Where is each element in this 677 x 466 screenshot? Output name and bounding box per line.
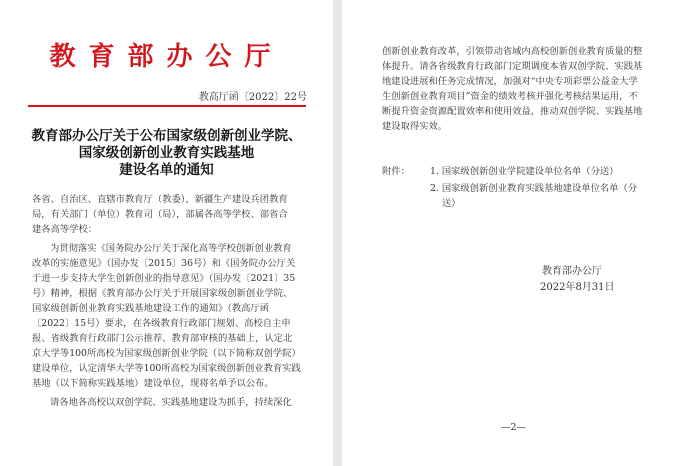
body-line: 于进一步支持大学生创新创业的指导意见》（国办发〔2021〕35 [32, 273, 296, 284]
signature-organization: 教育部办公厅 [542, 266, 602, 277]
issuer-header: 教育部办公厅 [49, 42, 284, 72]
body-line: 为贯彻落实《国务院办公厅关于深化高等学校创新创业教育 [50, 243, 292, 254]
signature-date: 2022年8月31日 [540, 282, 615, 293]
body-line: 建各高等学校： [32, 224, 98, 235]
document-title-line-2: 国家级创新创业教育实践基地 [78, 145, 255, 161]
body-line: 〔2022〕15号）要求，在各级教育行政部门规划、高校自主申 [32, 318, 291, 329]
body-line: 报、省级教育行政部门公示推荐、教育部审核的基础上，认定北 [32, 333, 293, 344]
body-line: 体提升。请各省级教育行政部门定期调度本省双创学院、实践基 [382, 61, 643, 72]
document-title-line-1: 教育部办公厅关于公布国家级创新创业学院、 [31, 128, 302, 144]
body-line: 京大学等100所高校为国家级创新创业学院（以下简称双创学院） [32, 348, 301, 359]
body-line: 改革的实施意见》（国办发〔2015〕36号）和《国务院办公厅关 [32, 258, 296, 269]
attachment-label: 附件： [382, 166, 410, 177]
right-page [342, 0, 677, 466]
attachment-item: 送） [442, 198, 461, 209]
body-line: 地建设进展和任务完成情况，加强对“中央专项彩票公益金大学 [382, 76, 638, 87]
body-line: 生创新创业教育项目”资金的绩效考核并强化考核结果运用，不 [382, 91, 638, 102]
body-line: 建设单位，认定清华大学等100所高校为国家级创新创业教育实践 [32, 363, 301, 374]
attachment-item: 2. 国家级创新创业教育实践基地建设单位名单（分 [430, 183, 638, 194]
body-line: 国家级创新创业教育实践基地建设工作的通知》（教高厅函 [32, 303, 270, 314]
left-page [0, 0, 333, 466]
body-line: 请各地各高校以双创学院、实践基地建设为抓手，持续深化 [50, 397, 292, 408]
body-line: 局，有关部门（单位）教育司（局），部属各高等学校、部省合 [32, 209, 288, 220]
page-gutter [333, 0, 342, 466]
body-line: 建设取得实效。 [382, 121, 448, 132]
page-number: —2— [501, 422, 527, 433]
body-line: 创新创业教育改革，引领带动省域内高校创新创业教育质量的整 [382, 46, 643, 57]
red-divider-line [28, 105, 306, 107]
body-line: 各省、自治区、直辖市教育厅（教委），新疆生产建设兵团教育 [32, 194, 288, 205]
document-title-line-3: 建设名单的通知 [119, 162, 214, 178]
body-line: 断提升资金资源配置效率和使用效益，推动双创学院、实践基地 [382, 106, 643, 117]
document-number: 教高厅函〔2022〕22号 [198, 92, 307, 103]
attachment-item: 1. 国家级创新创业学院建设单位名单（分送） [430, 166, 619, 177]
body-line: 基地（以下简称实践基地）建设单位，现将名单予以公布。 [32, 378, 274, 389]
body-line: 号）精神，根据《教育部办公厅关于开展国家级创新创业学院、 [32, 288, 293, 299]
